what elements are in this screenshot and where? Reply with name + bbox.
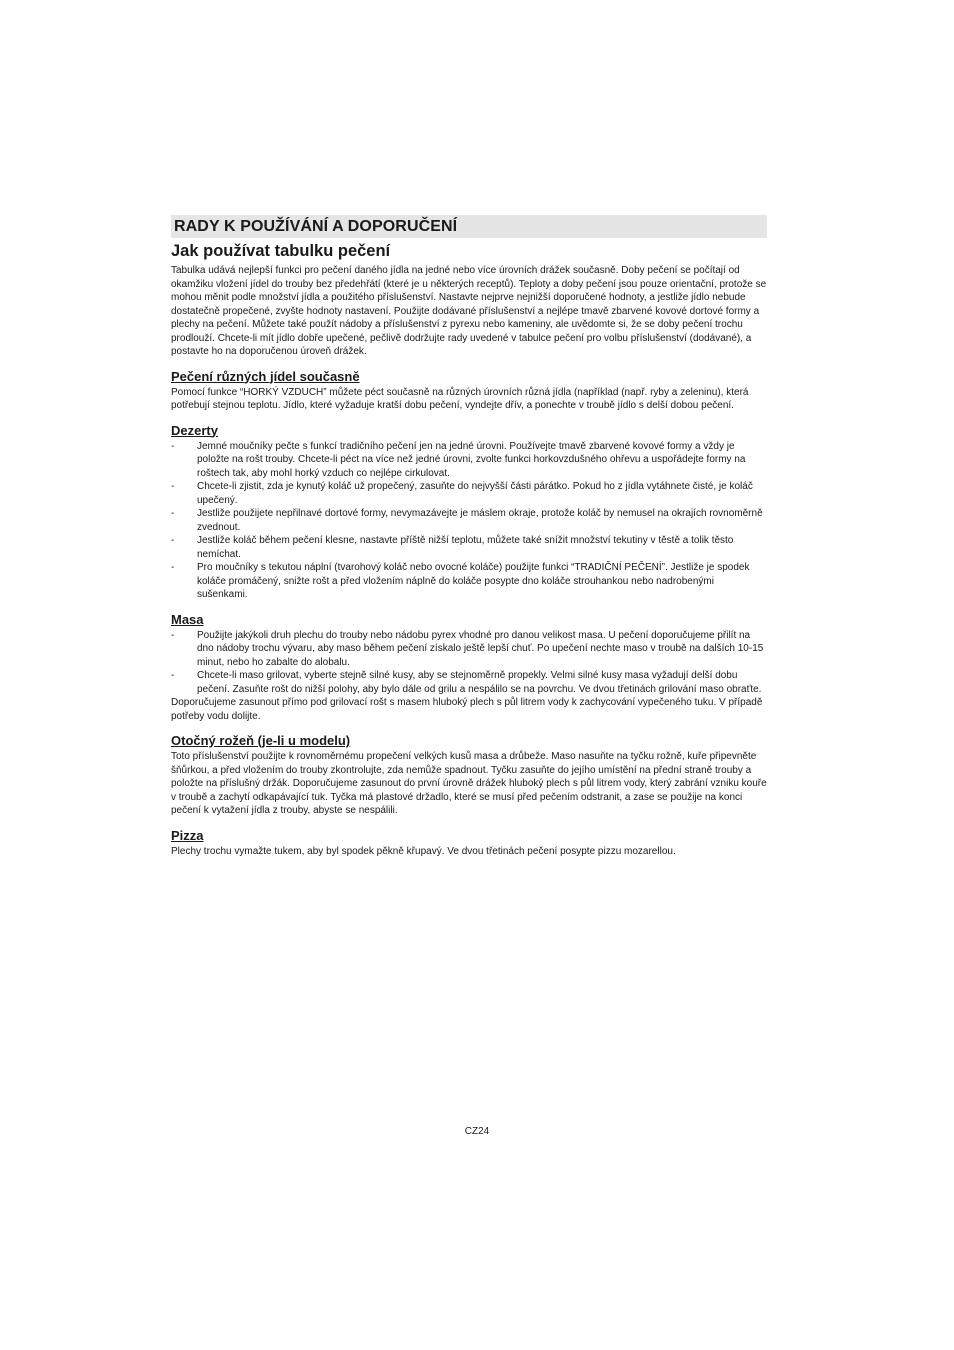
pizza-heading: Pizza <box>171 827 204 843</box>
list-item: - Použijte jakýkoli druh plechu do trouby nebo nádobu pyrex vhodné pro danou velikost masa. U pečení doporučujeme přilít na dno nádoby trochu vývaru, aby maso během pečení získalo ještě lepší chuť. Po upečení nechte maso v troubě na dalších 10-15 minut, nebo ho zabalte do alobalu. <box>171 629 764 668</box>
spit-heading: Otočný rožeň (je-li u modelu) <box>171 733 351 748</box>
spit-text: Toto příslušenství použijte k rovnoměrnému propečení velkých kusů masa a drůbeže. Maso nasuňte na tyčku rožně, kuře připevněte šňůrkou, a před vložením do trouby zkontrolujte, zda nemůže spadnout. Tyčku zasuňte do jejího umístění na přední straně trouby a položte na příslušný držák. Doporučujeme zasunout do první úrovně drážek hluboký plech s půl litrem vody, který zabrání vzniku kouře v troubě a zachytí odkapávající tuk. Tyčka má plastové držadlo, které se musí před pečením odstranit, a zase se použije na konci pečení k vytažení jídla z trouby, abyste se nespálili. <box>171 751 767 816</box>
list-item: - Jemné moučníky pečte s funkcí tradičního pečení jen na jedné úrovni. Používejte tmavě zbarvené kovové formy a vždy je položte na rošt trouby. Chcete-li péct na více než jedné úrovni, zvolte funkci horkovzdušného ohřevu a uspořádejte formy na roštech tak, aby mohl horký vzduch co nejlépe cirkulovat. <box>171 440 746 479</box>
multi-level-heading: Pečení různých jídel současně <box>171 368 360 384</box>
list-item: - Chcete-li zjistit, zda je kynutý koláč už propečený, zasuňte do nejvyšší části párátko. Pokud ho z jídla vytáhnete čisté, je koláč upečený. <box>171 481 753 506</box>
page-number: CZ24 <box>464 1126 490 1137</box>
meat-heading: Masa <box>171 611 204 627</box>
meat-list <box>171 629 767 697</box>
section-title: RADY K POUŽÍVÁNÍ A DOPORUČENÍ <box>174 218 458 235</box>
page-content <box>171 215 767 858</box>
intro-paragraph: Tabulka udává nejlepší funkci pro pečení daného jídla na jedné nebo více úrovních drážek současně. Doby pečení se počítají od okamžiku vložení jídel do trouby bez předehřátí (které je u některých receptů). Teploty a doby pečení jsou pouze orientační, protože se mohou měnit podle množství jídla a použitého příslušenství. Nastavte nejprve nejnižší doporučené hodnoty, a jestliže jídlo nebude dostatečně propečené, zvyšte hodnoty nastavení. Použijte dodávané příslušenství a nejlépe tmavě zbarvené kovové dortové formy a plechy na pečení. Můžete také použít nádoby a příslušenství z pyrexu nebo kameniny, ale uvědomte si, že se doby pečení trochu prodlouží. Chcete-li mít jídlo dobře upečené, pečlivě dodržujte rady uvedené v tabulce pečení pro volbu příslušenství (dodávané), a postavte ho na doporučenou úroveň drážek. <box>171 265 767 357</box>
meat-note: Doporučujeme zasunout přímo pod grilovací rošt s masem hluboký plech s půl litrem vody k zachycování vypečeného tuku. V případě potřeby vodu dolijte. <box>171 697 763 722</box>
main-heading: Jak používat tabulku pečení <box>171 242 391 260</box>
list-item: - Jestliže použijete nepřilnavé dortové formy, nevymazávejte je máslem okraje, protože koláč by nemusel na okrajích rovnoměrně zvednout. <box>171 508 763 533</box>
list-item: - Pro moučníky s tekutou náplní (tvarohový koláč nebo ovocné koláče) použijte funkci “TRADIČNÍ PEČENÍ”. Jestliže je spodek koláče promáčený, snižte rošt a před vložením náplně do koláče posypte dno koláče strouhankou nebo nadrobenými sušenkami. <box>171 562 750 600</box>
list-item: - Chcete-li maso grilovat, vyberte stejně silné kusy, aby se stejnoměrně propekly. Velmi silné kusy masa vyžadují delší dobu pečení. Zasuňte rošt do nižší polohy, aby bylo dále od grilu a nespálilo se na povrchu. Ve dvou třetinách grilování maso obraťte. <box>171 670 762 695</box>
list-item: - Jestliže koláč během pečení klesne, nastavte příště nižší teplotu, můžete také snížit množství tekutiny v těstě a tolik těsto nemíchat. <box>171 535 734 560</box>
multi-level-text: Pomocí funkce “HORKÝ VZDUCH” můžete péct současně na různých úrovních různá jídla (například (např. ryby a zeleninu), která potřebují stejnou teplotu. Jídlo, které vyžaduje kratší dobu pečení, vyndejte dřív, a ponechte v troubě jídlo s delší dobou pečení. <box>171 386 749 411</box>
desserts-list <box>171 440 767 602</box>
desserts-heading: Dezerty <box>171 422 218 438</box>
section-header-bar <box>171 215 767 238</box>
pizza-text: Plechy trochu vymažte tukem, aby byl spodek pěkně křupavý. Ve dvou třetinách pečení posypte pizzu mozarellou. <box>171 845 676 857</box>
